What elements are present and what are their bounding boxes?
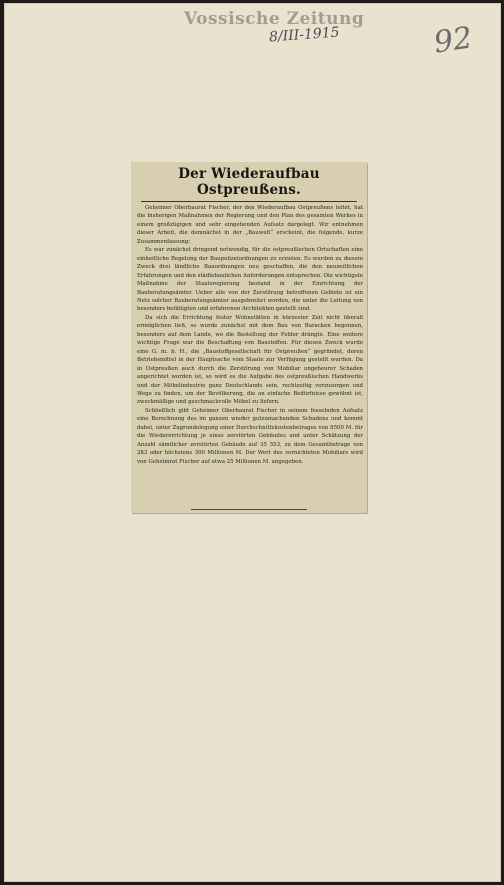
newspaper-stamp: Vossische Zeitung: [184, 9, 365, 29]
article-paragraph: Da sich die Errichtung fester Wohnstätten in kürzester Zeit nicht überall ermöglichen ließ, so wurde zunächst mit dem Bau von Baracken begonnen, besonders auf dem Lande, wo die Bestellung der Felder drängte. Eine weitere wichtige Frage war die Beschaffung von Baustoffen. Für diesen Zweck wurde eine G. m. b. H., die „Baustoffgesellschaft für Ostpreußen“ gegründet, deren Betriebsmittel in der Hauptsache vom Staate zur Verfügung gestellt wurden. Da in Ostpreußen auch durch die Zerstörung von Mobiliar ungeheurer Schaden angerichtet worden ist, so wird es die Aufgabe des ostpreußischen Handwerks und der Möbelindustrie ganz Deutschlands sein, rechtzeitig vorzusorgen und Wege zu finden, um der Bevölkerung, die an einfache Bedürfnisse gewöhnt ist, zweckmäßige und geschmackvolle Möbel zu liefern.: [137, 314, 363, 406]
end-rule: [191, 509, 307, 510]
article-paragraph: Es war zunächst dringend notwendig, für die ostpreußischen Ortschaften eine einheitliche Regelung der Baupolizeiordnungen zu erzielen. Es wurden zu diesem Zweck drei ländliche Bauordnungen neu geschaffen, die den neuzeitlichen Erfahrungen und den städtebaulichen Anforderungen entsprechen. Die wichtigste Maßnahme der Staatsregierung bestand in der Einrichtung der Bauberatungsämter. Ueber alle von der Zerstörung betroffenen Gebiete ist ein Netz solcher Bauberatungsämter ausgebreitet worden, die unter die Leitung von besonders befähigten und erfahrenen Architekten gestellt sind.: [137, 247, 363, 313]
article-paragraph: Schließlich gibt Geheimer Oberbaurat Fischer in seinem fesselnden Aufsatz eine Berechnung des im ganzen wieder gutzumachenden Schadens und kommt dabei, unter Zugrundelegung einer Durchschnittskostenbetrages von 8500 M. für die Wiedererrichtung je eines zerstörten Gebäudes und unter Schätzung der Anzahl sämtlicher zerstörten Gebäude auf 35 553, zu dem Gesamtbetrage von 283 oder höchstens 300 Millionen M. Der Wert des vernichteten Mobiliars wird von Geheimrat Fischer auf etwa 25 Millionen M. angegeben.: [137, 407, 363, 465]
article-headline: Der Wiederaufbau Ostpreußens.: [178, 166, 320, 198]
headline-rule: [141, 201, 357, 202]
archive-sheet: [4, 3, 501, 882]
article-body: [131, 204, 367, 466]
page-number: 92: [431, 20, 475, 61]
article-paragraph: Geheimer Oberbaurat Fischer, der den Wiederaufbau Ostpreußens leitet, hat die bisherigen Maßnahmen der Regierung und den Plan des gesamten Werkes in einem großzügigen und sehr eingehenden Aufsatz dargelegt. Wir entnehmen dieser Arbeit, die demnächst in der „Bauwelt“ erscheint, die folgende, kurze Zusammenfassung:: [137, 205, 363, 245]
newspaper-clipping: [131, 162, 367, 513]
handwritten-date: 8/III-1915: [268, 24, 341, 46]
